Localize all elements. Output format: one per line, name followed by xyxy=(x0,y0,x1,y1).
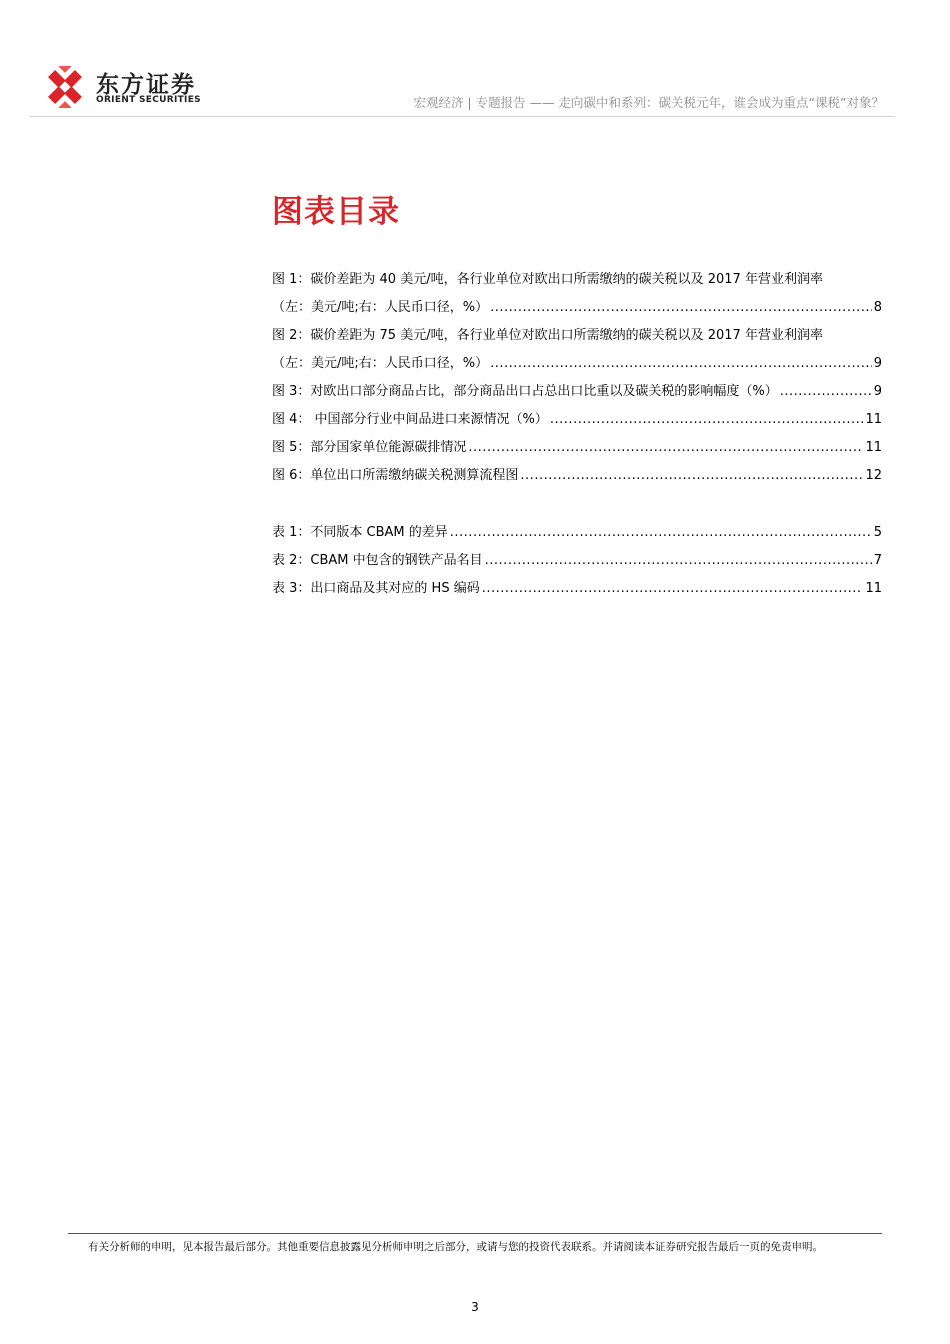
footer-divider xyxy=(68,1233,882,1234)
entry-label: 图 4： xyxy=(272,412,311,427)
entry-page: 7 xyxy=(873,553,882,568)
entry-label: 图 3： xyxy=(272,384,311,399)
entry-label: 表 2： xyxy=(272,553,311,568)
dot-leader xyxy=(490,350,872,378)
entry-label: 图 5： xyxy=(272,440,311,455)
figure-list xyxy=(272,266,882,490)
entry-page: 11 xyxy=(865,581,882,596)
entry-page: 11 xyxy=(865,412,882,427)
entry-text: CBAM 中包含的钢铁产品名目 xyxy=(310,553,483,568)
entry-page: 12 xyxy=(865,468,882,483)
toc-entry-table-1[interactable] xyxy=(272,519,882,547)
entry-text: 单位出口所需缴纳碳关税测算流程图 xyxy=(310,468,519,483)
entry-page: 9 xyxy=(873,384,882,399)
page-number: 3 xyxy=(471,1300,479,1314)
entry-text: 部分国家单位能源碳排情况 xyxy=(310,440,467,455)
toc-entry-figure-1[interactable] xyxy=(272,266,882,322)
entry-label: 图 6： xyxy=(272,468,311,483)
report-header: 宏观经济 | 专题报告 —— 走向碳中和系列：碳关税元年，谁会成为重点“课税”对象？ xyxy=(413,95,884,110)
entry-text: 碳价差距为 40 美元/吨，各行业单位对欧出口所需缴纳的碳关税以及 2017 年营业利润率 xyxy=(310,272,823,287)
entry-page: 8 xyxy=(873,300,882,315)
entry-text: 不同版本 CBAM 的差异 xyxy=(310,525,448,540)
dot-leader xyxy=(490,294,872,322)
table-list xyxy=(272,519,882,603)
entry-text: 中国部分行业中间品进口来源情况（%） xyxy=(310,412,548,427)
dot-leader xyxy=(550,406,864,434)
entry-label: 图 2： xyxy=(272,328,311,343)
entry-label: 表 1： xyxy=(272,525,311,540)
dot-leader xyxy=(780,378,872,406)
entry-text: 出口商品及其对应的 HS 编码 xyxy=(310,581,480,596)
entry-label: 表 3： xyxy=(272,581,311,596)
toc-entry-figure-4[interactable] xyxy=(272,406,882,434)
entry-text: 对欧出口部分商品占比，部分商品出口占总出口比重以及碳关税的影响幅度（%） xyxy=(310,384,778,399)
toc-entry-table-2[interactable] xyxy=(272,547,882,575)
orient-x-diamond-icon xyxy=(44,66,86,108)
entry-label: 图 1： xyxy=(272,272,311,287)
dot-leader xyxy=(482,575,864,603)
toc-entry-figure-3[interactable] xyxy=(272,378,882,406)
dot-leader xyxy=(485,547,872,575)
dot-leader xyxy=(520,462,863,490)
company-name-en: ORIENT SECURITIES xyxy=(96,95,201,105)
toc-entry-figure-5[interactable] xyxy=(272,434,882,462)
entry-page: 9 xyxy=(873,356,882,371)
company-name-cn: 东方证券 xyxy=(96,72,196,98)
dot-leader xyxy=(468,434,863,462)
entry-text-continued: （左：美元/吨;右：人民币口径，%） xyxy=(272,300,489,315)
dot-leader xyxy=(450,519,872,547)
toc-entry-table-3[interactable] xyxy=(272,575,882,603)
header-divider xyxy=(30,116,895,117)
company-logo xyxy=(44,66,204,108)
footer-disclaimer: 有关分析师的申明，见本报告最后部分。其他重要信息披露见分析师申明之后部分，或请与您的投资代表联系。并请阅读本证券研究报告最后一页的免责申明。 xyxy=(88,1241,823,1253)
entry-text: 碳价差距为 75 美元/吨，各行业单位对欧出口所需缴纳的碳关税以及 2017 年营业利润率 xyxy=(310,328,823,343)
entry-page: 5 xyxy=(873,525,882,540)
entry-page: 11 xyxy=(865,440,882,455)
toc-entry-figure-2[interactable] xyxy=(272,322,882,378)
entry-text-continued: （左：美元/吨;右：人民币口径，%） xyxy=(272,356,489,371)
toc-title: 图表目录 xyxy=(272,194,400,230)
toc-entry-figure-6[interactable] xyxy=(272,462,882,490)
